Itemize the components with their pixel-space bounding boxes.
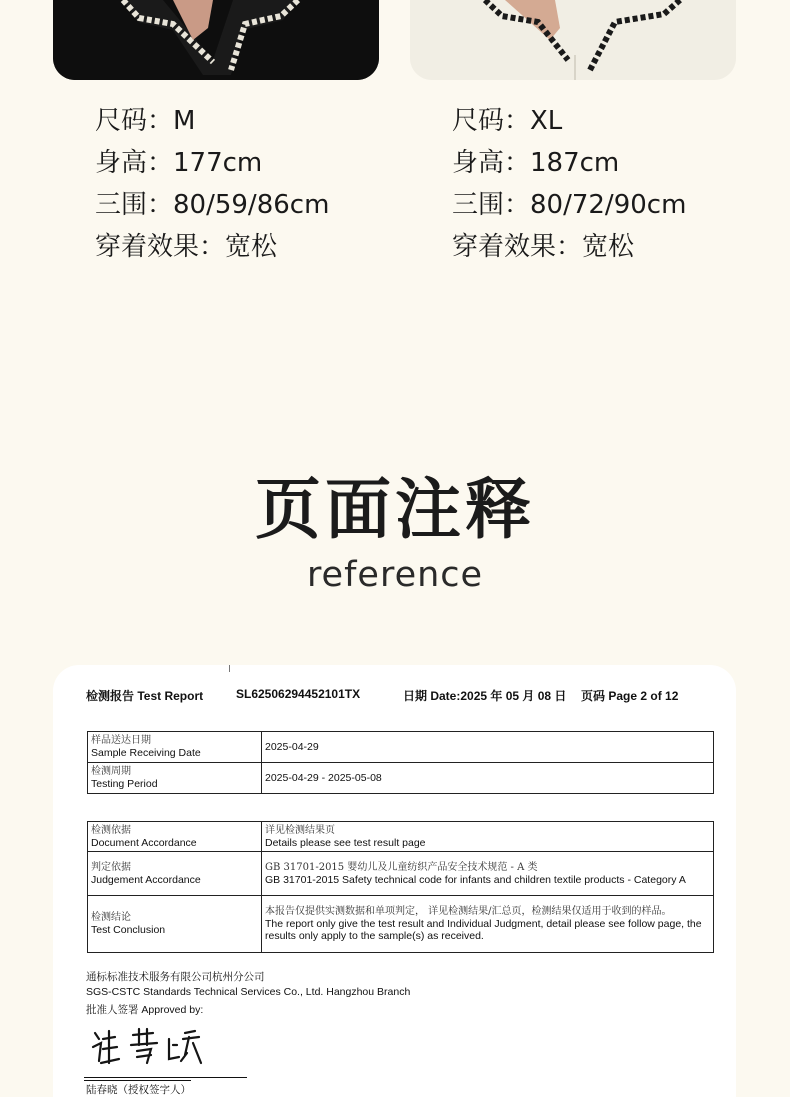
label-zh: 检测结论 — [91, 912, 131, 923]
value-en: Details please see test result page — [265, 836, 426, 849]
cell-value: 2025-04-29 — [262, 732, 714, 763]
table-row — [88, 852, 714, 896]
handwritten-signature — [89, 1025, 209, 1069]
measurements-text: 三围：80/72/90cm — [452, 190, 687, 220]
section-title: 页面注释 — [255, 471, 535, 548]
company-name-zh: 通标标准技术服务有限公司杭州分公司 — [86, 971, 265, 983]
size-text: 尺码：M — [95, 106, 196, 136]
scan-mark — [229, 665, 230, 672]
height-text: 身高：177cm — [95, 148, 263, 178]
label-en: Test Conclusion — [91, 924, 166, 936]
value-en: GB 31701-2015 Safety technical code for infants and children textile products - Category A — [265, 873, 686, 886]
label-zh: 检测依据 — [91, 824, 131, 836]
test-report-card — [53, 665, 736, 1097]
height-text: 身高：187cm — [452, 148, 620, 178]
value-zh: 详见检测结果页 — [265, 824, 335, 836]
model-photo-white-shirt — [410, 0, 736, 80]
fit-text: 穿着效果：宽松 — [95, 232, 278, 262]
model-specs-left — [95, 100, 329, 268]
label-en: Judgement Accordance — [91, 873, 201, 886]
cell-value: 2025-04-29 - 2025-05-08 — [262, 763, 714, 794]
report-accordance-table — [87, 821, 714, 953]
signature-line — [84, 1080, 191, 1081]
company-name-en: SGS-CSTC Standards Technical Services Co., Ltd. Hangzhou Branch — [86, 986, 411, 998]
label-zh: 判定依据 — [91, 861, 131, 873]
label-en: Document Accordance — [91, 836, 197, 849]
table-row — [88, 822, 714, 852]
label-en: Testing Period — [91, 778, 158, 790]
size-text: 尺码：XL — [452, 106, 563, 136]
signature-line — [84, 1077, 247, 1078]
section-subtitle: reference — [306, 555, 484, 595]
report-dates-table — [87, 731, 714, 794]
label-zh: 检测周期 — [91, 766, 131, 777]
report-title: 检测报告 Test Report — [86, 689, 204, 703]
label-en: Sample Receiving Date — [91, 747, 201, 759]
report-date: 日期 Date:2025 年 05 月 08 日 — [403, 689, 567, 703]
measurements-text: 三围：80/59/86cm — [95, 190, 330, 220]
table-row — [88, 732, 714, 763]
model-specs-right — [452, 100, 686, 268]
value-en: The report only give the test result and Individual Judgment, detail please see follow page, the results only apply to the sample(s) as received. — [265, 918, 702, 942]
fit-text: 穿着效果：宽松 — [452, 232, 635, 262]
table-row — [88, 763, 714, 794]
value-zh: GB 31701-2015 婴幼儿及儿童纺织产品安全技术规范 - A 类 — [265, 861, 538, 873]
approved-by-label: 批准人签署 Approved by: — [86, 1004, 204, 1016]
report-number: SL62506294452101TX — [236, 687, 361, 701]
label-zh: 样品送达日期 — [91, 735, 151, 746]
value-zh: 本报告仅提供实测数据和单项判定， 详见检测结果/汇总页，检测结果仅适用于收到的样品。 — [265, 906, 672, 917]
table-row — [88, 896, 714, 953]
report-page: 页码 Page 2 of 12 — [581, 689, 679, 703]
signatory-name: 陆春晓（授权签字人） — [86, 1084, 191, 1096]
model-photo-black-shirt — [53, 0, 379, 80]
